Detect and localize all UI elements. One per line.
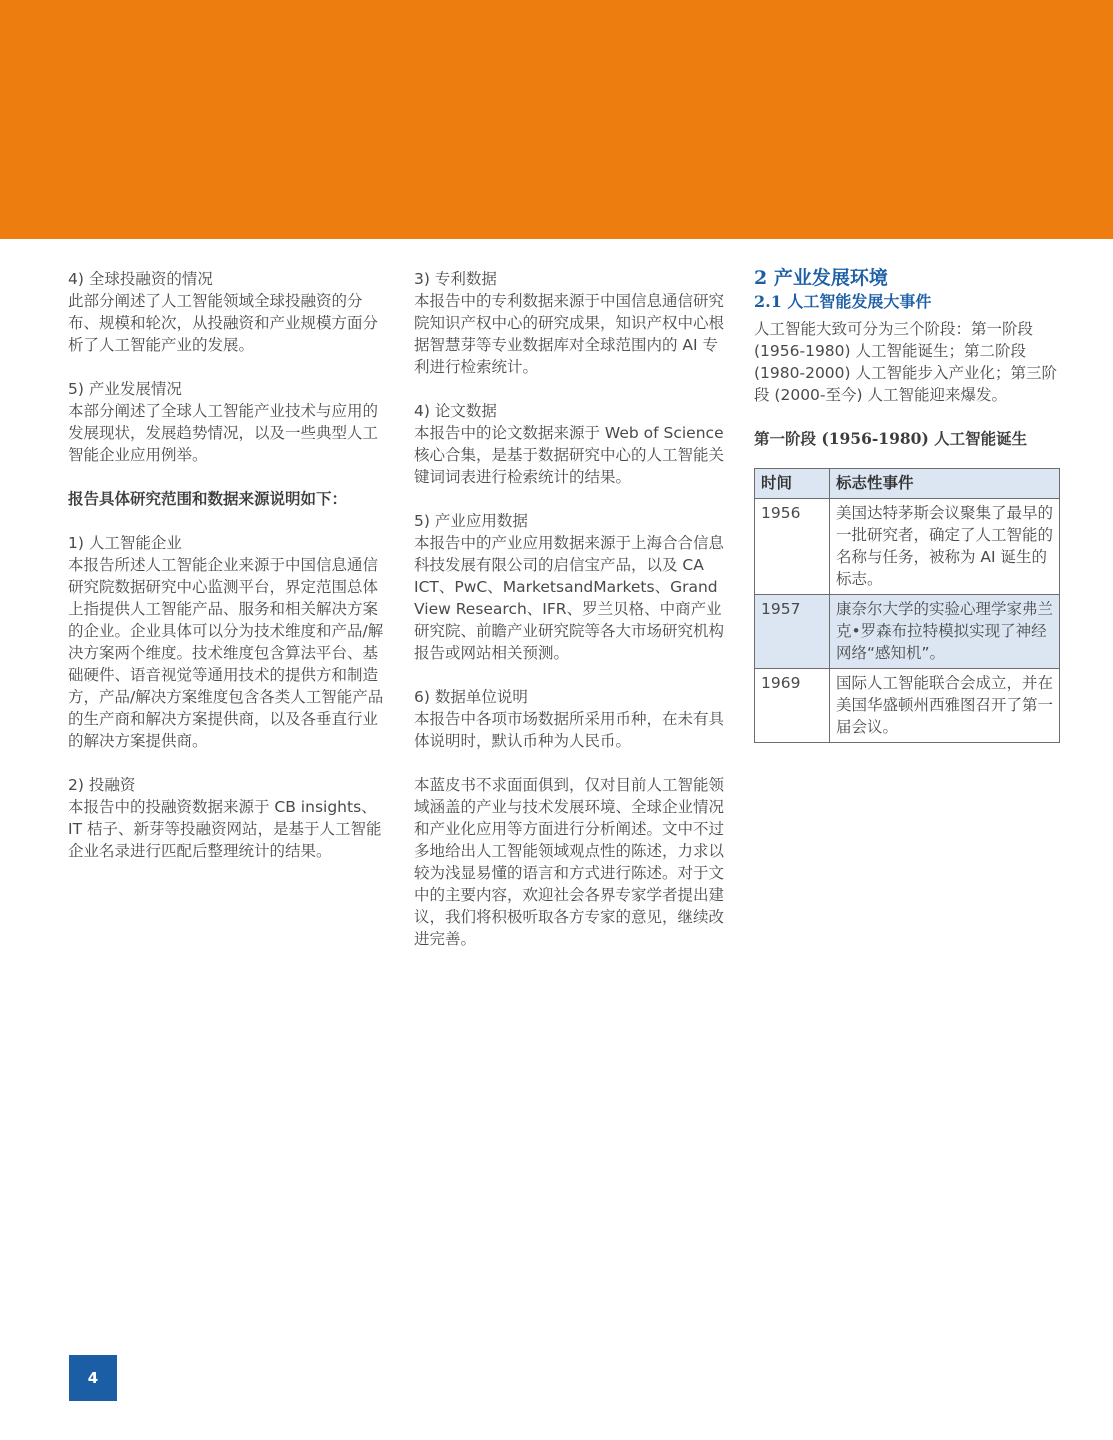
section-text: 本报告中的专利数据来源于中国信息通信研究院知识产权中心的研究成果，知识产权中心根据智慧芽等专业数据库对全球范围内的 AI 专利进行检索统计。 [414,292,725,376]
section-heading: 5) 产业应用数据 [414,512,528,530]
column-header-time: 时间 [755,469,830,499]
stages-intro: 人工智能大致可分为三个阶段：第一阶段 (1956-1980) 人工智能诞生；第二阶段 (1980-2000) 人工智能步入产业化；第三阶段 (2000-至今) 人工智能迎来爆发。 [754,320,1058,404]
event-cell: 美国达特茅斯会议聚集了最早的一批研究者，确定了人工智能的名称与任务，被称为 AI 诞生的标志。 [830,499,1060,595]
subsection-title: 2.1 人工智能发展大事件 [754,292,932,311]
header-banner [0,0,1113,239]
section-paper-data [414,400,726,488]
closing-paragraph: 本蓝皮书不求面面俱到，仅对目前人工智能领域涵盖的产业与技术发展环境、全球企业情况和产业化应用等方面进行分析阐述。文中不过多地给出人工智能领域观点性的陈述，力求以较为浅显易懂的语言和方式进行陈述。对于文中的主要内容，欢迎社会各界专家学者提出建议，我们将积极听取各方专家的意见，继续改进完善。 [414,776,725,948]
section-patent-data [414,268,726,378]
column-header-event: 标志性事件 [830,469,1060,499]
section-text: 本部分阐述了全球人工智能产业技术与应用的发展现状，发展趋势情况，以及一些典型人工智能企业应用例举。 [68,402,379,464]
section-data-units [414,686,726,752]
section-text: 本报告中的投融资数据来源于 CB insights、IT 桔子、新芽等投融资网站，是基于人工智能企业名录进行匹配后整理统计的结果。 [68,798,382,860]
section-text: 本报告所述人工智能企业来源于中国信息通信研究院数据研究中心监测平台，界定范围总体上指提供人工智能产品、服务和相关解决方案的企业。企业具体可以分为技术维度和产品/解决方案两个维度。技术维度包含算法平台、基础硬件、语音视觉等通用技术的提供方和制造方，产品/解决方案维度包含各类人工智能产品的生产商和解决方案提供商，以及各垂直行业的解决方案提供商。 [68,556,384,750]
event-cell: 国际人工智能联合会成立，并在美国华盛顿州西雅图召开了第一届会议。 [830,669,1060,743]
section-investment [68,774,386,862]
column-left [68,268,386,884]
year-cell: 1956 [755,499,830,595]
section-text: 本报告中各项市场数据所采用币种，在未有具体说明时，默认币种为人民币。 [414,710,725,750]
section-heading: 3) 专利数据 [414,270,497,288]
section-application-data [414,510,726,664]
year-cell: 1957 [755,595,830,669]
event-cell: 康奈尔大学的实验心理学家弗兰克•罗森布拉特模拟实现了神经网络“感知机”。 [830,595,1060,669]
section-text: 本报告中的产业应用数据来源于上海合合信息科技发展有限公司的启信宝产品，以及 CA ICT、PwC、MarketsandMarkets、Grand View Research、IFR、罗兰贝格、中商产业研究院、前瞻产业研究院等各大市场研究机构报告或网站相关预测。 [414,534,725,662]
section-heading: 5) 产业发展情况 [68,380,182,398]
section-heading: 4) 全球投融资的情况 [68,270,213,288]
section-title: 2 产业发展环境 [754,267,888,289]
phase-heading: 第一阶段 (1956-1980) 人工智能诞生 [754,429,1028,448]
section-global-investment [68,268,386,356]
events-table [754,468,1060,743]
section-heading: 1) 人工智能企业 [68,534,182,552]
section-ai-companies [68,532,386,752]
table-row [755,595,1060,669]
section-heading: 4) 论文数据 [414,402,497,420]
section-heading: 2) 投融资 [68,776,136,794]
section-text: 本报告中的论文数据来源于 Web of Science 核心合集，是基于数据研究中心的人工智能关键词词表进行检索统计的结果。 [414,424,725,486]
section-industry-development [68,378,386,466]
table-header-row [755,469,1060,499]
section-text: 此部分阐述了人工智能领域全球投融资的分布、规模和轮次，从投融资和产业规模方面分析了人工智能产业的发展。 [68,292,379,354]
column-middle [414,268,726,972]
scope-intro-heading: 报告具体研究范围和数据来源说明如下： [68,489,348,508]
page-number-badge: 4 [69,1355,117,1401]
column-right [754,268,1068,743]
table-row [755,669,1060,743]
section-heading: 6) 数据单位说明 [414,688,528,706]
year-cell: 1969 [755,669,830,743]
table-row [755,499,1060,595]
